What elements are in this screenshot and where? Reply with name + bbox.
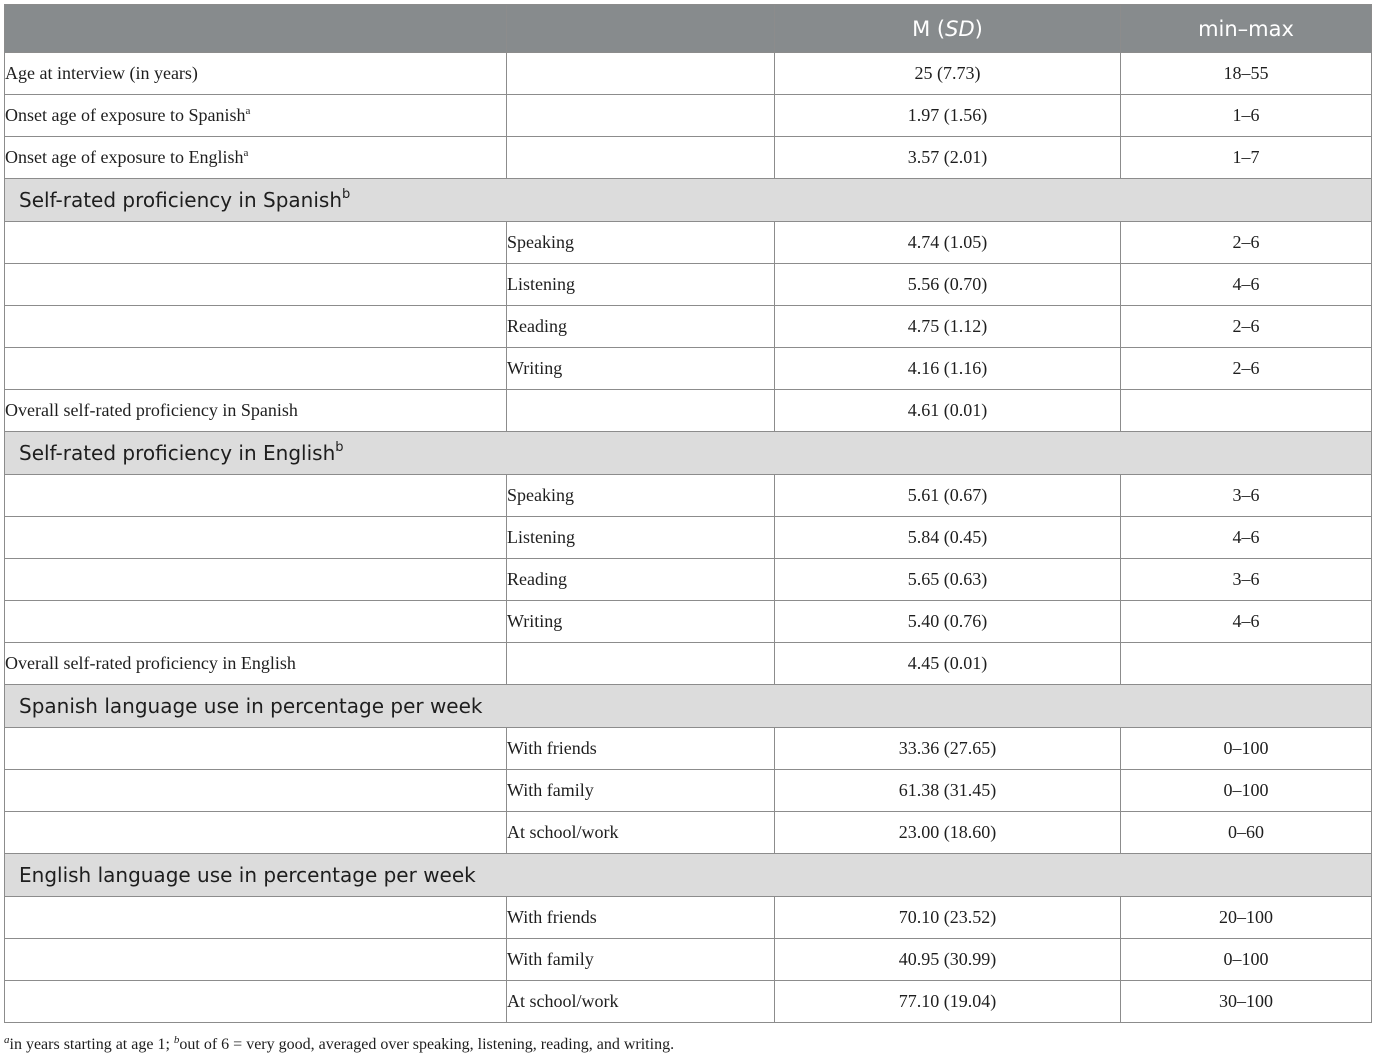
row-mean: 5.65 (0.63) [775,559,1121,601]
row-label-empty [5,981,507,1023]
table-row [5,390,1372,432]
row-sub-label: With family [507,939,775,981]
row-range: 0–100 [1121,939,1372,981]
row-label-cell [5,137,507,179]
table-footnote [4,1036,1371,1054]
header-empty-2 [507,5,775,53]
table-row [5,770,1372,812]
row-sub-label: Listening [507,264,775,306]
row-range [1121,390,1372,432]
row-range: 4–6 [1121,601,1372,643]
row-mean: 5.61 (0.67) [775,475,1121,517]
row-sub-label: Speaking [507,222,775,264]
row-mean: 4.74 (1.05) [775,222,1121,264]
row-sub-label: Reading [507,306,775,348]
row-range: 3–6 [1121,475,1372,517]
section-header-row [5,432,1372,475]
row-sub-label: With family [507,770,775,812]
row-mean: 3.57 (2.01) [775,137,1121,179]
section-title: Spanish language use in percentage per week [5,685,1372,728]
header-sd: SD [945,16,975,41]
row-label: Onset age of exposure to Spanish [5,105,246,125]
table-row [5,475,1372,517]
row-sub-empty [507,137,775,179]
table-row [5,643,1372,685]
row-range: 30–100 [1121,981,1372,1023]
row-range: 0–100 [1121,728,1372,770]
header-mean-sd [775,5,1121,53]
section-header-row [5,854,1372,897]
row-label-cell [5,95,507,137]
row-mean: 33.36 (27.65) [775,728,1121,770]
footnote-mark: a [243,147,249,159]
row-label: Onset age of exposure to English [5,147,244,167]
footnote-mark-a: a [4,1034,10,1046]
row-range [1121,643,1372,685]
row-range: 4–6 [1121,517,1372,559]
header-row [5,5,1372,53]
table-row [5,601,1372,643]
table-row [5,306,1372,348]
row-label-empty [5,306,507,348]
row-mean: 5.40 (0.76) [775,601,1121,643]
table-row [5,728,1372,770]
table-row [5,137,1372,179]
row-mean: 4.75 (1.12) [775,306,1121,348]
row-sub-label: Speaking [507,475,775,517]
row-mean: 5.84 (0.45) [775,517,1121,559]
table-row [5,348,1372,390]
row-range: 0–100 [1121,770,1372,812]
row-range: 2–6 [1121,348,1372,390]
row-mean: 25 (7.73) [775,53,1121,95]
row-mean: 4.61 (0.01) [775,390,1121,432]
section-title: Self-rated proficiency in English [19,441,336,465]
header-mean-suffix: ) [974,16,983,41]
row-label-empty [5,770,507,812]
row-mean: 5.56 (0.70) [775,264,1121,306]
row-sub-label: With friends [507,897,775,939]
section-header-row [5,685,1372,728]
row-mean: 4.16 (1.16) [775,348,1121,390]
row-label: Overall self-rated proficiency in Spanish [5,390,507,432]
footnote-mark: b [335,440,344,455]
table-row [5,981,1372,1023]
row-label-empty [5,812,507,854]
table-row [5,264,1372,306]
row-label-empty [5,601,507,643]
row-label-empty [5,939,507,981]
row-mean: 1.97 (1.56) [775,95,1121,137]
footnote-a-text: in years starting at age 1; [9,1036,174,1053]
table-wrapper [4,4,1371,1023]
row-sub-empty [507,95,775,137]
row-label-empty [5,897,507,939]
row-range: 20–100 [1121,897,1372,939]
row-sub-label: With friends [507,728,775,770]
section-title: English language use in percentage per week [5,854,1372,897]
row-label-empty [5,348,507,390]
footnote-mark: b [342,187,351,202]
table-row [5,812,1372,854]
header-range: min–max [1121,5,1372,53]
row-sub-label: Writing [507,348,775,390]
row-label-empty [5,728,507,770]
row-range: 1–6 [1121,95,1372,137]
table-row [5,95,1372,137]
row-mean: 40.95 (30.99) [775,939,1121,981]
row-range: 18–55 [1121,53,1372,95]
section-title-cell [5,432,1372,475]
section-title-cell [5,179,1372,222]
row-sub-label: At school/work [507,812,775,854]
table-row [5,559,1372,601]
row-sub-label: At school/work [507,981,775,1023]
section-title: Self-rated proficiency in Spanish [19,188,342,212]
row-label-empty [5,559,507,601]
table-row [5,517,1372,559]
row-sub-label: Writing [507,601,775,643]
footnote-b-text: out of 6 = very good, averaged over speaking, listening, reading, and writing. [179,1036,675,1053]
row-label: Overall self-rated proficiency in English [5,643,507,685]
footnote-mark: a [245,105,251,117]
row-label-empty [5,222,507,264]
row-label-empty [5,264,507,306]
row-sub-label: Listening [507,517,775,559]
row-range: 3–6 [1121,559,1372,601]
row-sub-label: Reading [507,559,775,601]
participant-table [4,4,1372,1023]
header-mean-prefix: M ( [912,16,946,41]
row-mean: 4.45 (0.01) [775,643,1121,685]
row-range: 2–6 [1121,306,1372,348]
row-mean: 61.38 (31.45) [775,770,1121,812]
row-range: 0–60 [1121,812,1372,854]
row-sub-empty [507,390,775,432]
row-label-empty [5,475,507,517]
row-mean: 70.10 (23.52) [775,897,1121,939]
row-range: 1–7 [1121,137,1372,179]
header-empty-1 [5,5,507,53]
row-sub-empty [507,643,775,685]
row-sub-empty [507,53,775,95]
footnote-mark-b: b [173,1034,180,1046]
table-row [5,897,1372,939]
row-mean: 77.10 (19.04) [775,981,1121,1023]
row-mean: 23.00 (18.60) [775,812,1121,854]
row-label: Age at interview (in years) [5,53,507,95]
table-row [5,53,1372,95]
table-row [5,222,1372,264]
row-label-empty [5,517,507,559]
row-range: 4–6 [1121,264,1372,306]
table-row [5,939,1372,981]
row-range: 2–6 [1121,222,1372,264]
section-header-row [5,179,1372,222]
